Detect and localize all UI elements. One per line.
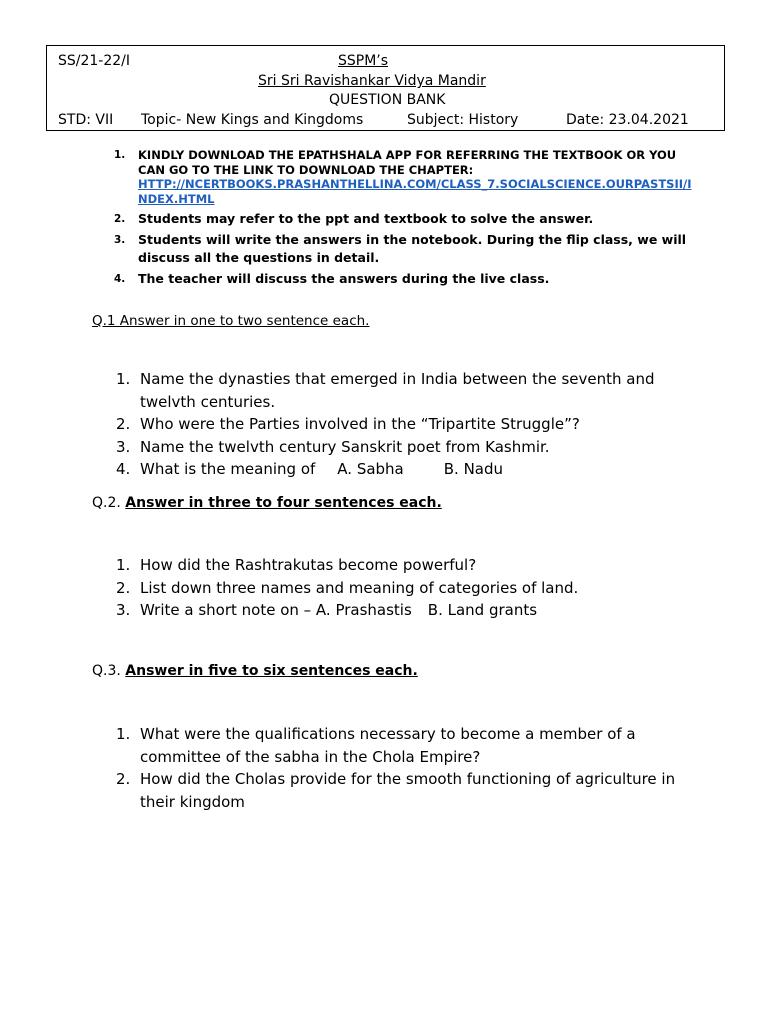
instruction-text: KINDLY DOWNLOAD THE EPATHSHALA APP FOR REFERRING THE TEXTBOOK OR YOU CAN GO TO THE LINK TO DOWNLOAD THE CHAPTER: bbox=[138, 148, 677, 177]
question-text: How did the Rashtrakutas become powerful? bbox=[140, 556, 477, 574]
option-a: A. Sabha bbox=[337, 460, 404, 478]
question-number: 4. bbox=[116, 460, 131, 478]
section-2-label: Answer in three to four sentences each. bbox=[125, 495, 442, 511]
instruction-text: The teacher will discuss the answers during the live class. bbox=[138, 271, 550, 286]
question-number: 1. bbox=[116, 370, 131, 388]
question-number: 1. bbox=[116, 725, 131, 743]
instruction-number: 1. bbox=[114, 149, 126, 161]
date-label: Date: 23.04.2021 bbox=[566, 112, 689, 128]
section-2-questions bbox=[116, 554, 696, 622]
school-name: Sri Sri Ravishankar Vidya Mandir bbox=[258, 73, 486, 89]
subject-label: Subject: History bbox=[407, 112, 519, 128]
question-number: 1. bbox=[116, 556, 131, 574]
question-item bbox=[116, 723, 696, 768]
instruction-item bbox=[100, 231, 700, 267]
question-text: Write a short note on – A. Prashastis bbox=[140, 601, 412, 619]
instruction-item bbox=[100, 148, 700, 206]
section-1-title bbox=[92, 312, 369, 330]
document-code: SS/21-22/I bbox=[58, 53, 131, 69]
section-3-label: Answer in five to six sentences each. bbox=[125, 663, 418, 679]
option-b: B. Nadu bbox=[443, 460, 504, 478]
question-item bbox=[116, 768, 696, 813]
document-type: QUESTION BANK bbox=[329, 92, 446, 108]
instruction-number: 3. bbox=[114, 234, 126, 246]
section-3-questions bbox=[116, 723, 696, 813]
question-number: 3. bbox=[116, 601, 131, 619]
instruction-number: 4. bbox=[114, 273, 126, 285]
question-item bbox=[116, 554, 696, 577]
question-item bbox=[116, 413, 696, 436]
question-item bbox=[116, 368, 696, 413]
question-text: How did the Cholas provide for the smooth functioning of agriculture in their kingdom bbox=[140, 770, 676, 811]
topic-label: Topic- New Kings and Kingdoms bbox=[141, 112, 364, 128]
section-2-title bbox=[92, 494, 442, 512]
question-number: 2. bbox=[116, 770, 131, 788]
section-1-questions bbox=[116, 368, 696, 481]
standard-label: STD: VII bbox=[58, 112, 114, 128]
question-text: Name the twelvth century Sanskrit poet from Kashmir. bbox=[140, 437, 550, 456]
organization-name: SSPM’s bbox=[338, 53, 389, 69]
section-3-number: Q.3. bbox=[92, 663, 121, 679]
question-text: Who were the Parties involved in the “Tripartite Struggle”? bbox=[140, 415, 580, 433]
question-item bbox=[116, 577, 696, 600]
question-item bbox=[116, 436, 696, 459]
question-number: 2. bbox=[116, 578, 131, 597]
instruction-number: 2. bbox=[114, 213, 126, 225]
instruction-text: Students may refer to the ppt and textbook to solve the answer. bbox=[138, 211, 594, 226]
instruction-item bbox=[100, 210, 700, 228]
question-number: 2. bbox=[116, 415, 131, 433]
question-item bbox=[116, 458, 696, 481]
option-b: B. Land grants bbox=[427, 601, 538, 619]
section-1-label: Q.1 Answer in one to two sentence each. bbox=[92, 313, 370, 329]
section-3-title bbox=[92, 662, 418, 680]
question-item bbox=[116, 599, 696, 622]
question-text: What were the qualifications necessary to become a member of a committee of the sabha in the Chola Empire? bbox=[140, 725, 636, 766]
question-number: 3. bbox=[116, 437, 131, 456]
chapter-download-link[interactable]: HTTP://NCERTBOOKS.PRASHANTHELLINA.COM/CLASS_7.SOCIALSCIENCE.OURPASTSII/INDEX.HTML bbox=[138, 177, 692, 206]
instruction-text: Students will write the answers in the notebook. During the flip class, we will discuss all the questions in detail. bbox=[138, 232, 687, 265]
section-2-number: Q.2. bbox=[92, 495, 121, 511]
question-text: Name the dynasties that emerged in India between the seventh and twelvth centuries. bbox=[140, 370, 655, 411]
question-text: List down three names and meaning of categories of land. bbox=[140, 578, 579, 597]
instruction-item bbox=[100, 270, 700, 288]
instructions-list bbox=[100, 148, 700, 291]
question-text: What is the meaning of bbox=[140, 460, 316, 478]
